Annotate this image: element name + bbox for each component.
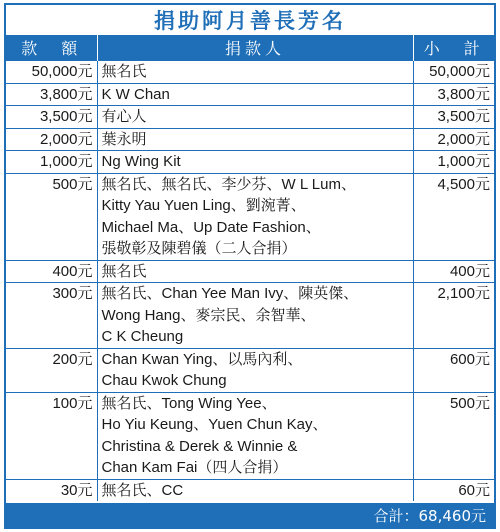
- donor-line: 無名氏、Chan Yee Man Ivy、陳英傑、: [101, 285, 359, 302]
- donor-line: 無名氏、無名氏、李少芬、W L Lum、: [101, 175, 356, 193]
- table-row: [6, 173, 494, 260]
- table-row: [6, 151, 494, 174]
- donor-line: Chan Kam Fai（四人合捐）: [101, 459, 288, 476]
- page-title: 捐助阿月善長芳名: [154, 9, 346, 33]
- donor-cell: [97, 260, 413, 283]
- donor-line: Ng Wing Kit: [101, 153, 181, 170]
- donor-cell: [97, 173, 413, 260]
- donor-cell: [97, 348, 413, 392]
- table-row: [6, 392, 494, 479]
- donor-cell: [97, 128, 413, 151]
- subtotal-cell: 2,000元: [413, 128, 494, 151]
- table-row: [6, 348, 494, 392]
- donor-line: 無名氏、CC: [101, 481, 184, 499]
- donor-line: Ho Yiu Keung、Yuen Chun Kay、: [101, 416, 328, 433]
- subtotal-cell: 600元: [413, 348, 494, 392]
- table-row: [6, 61, 494, 84]
- header-amount: 款 額: [6, 35, 97, 61]
- donor-line: Michael Ma、Up Date Fashion、: [101, 218, 321, 236]
- amount-cell: 400元: [6, 260, 97, 283]
- amount-cell: 3,500元: [6, 106, 97, 129]
- donor-cell: [97, 283, 413, 349]
- donor-line: Kitty Yau Yuen Ling、劉涴菁、: [101, 197, 306, 214]
- donor-line: 無名氏: [101, 63, 147, 80]
- amount-cell: 200元: [6, 348, 97, 392]
- donor-line: 無名氏: [101, 262, 147, 280]
- donor-cell: [97, 106, 413, 129]
- donor-line: Wong Hang、麥宗民、余智華、: [101, 306, 316, 324]
- header-subtotal: 小 計: [413, 35, 494, 61]
- table-row: [6, 128, 494, 151]
- table-row: [6, 260, 494, 283]
- amount-cell: 50,000元: [6, 61, 97, 84]
- header-donor: 捐款人: [97, 35, 413, 61]
- donor-line: 張敬彰及陳碧儀（二人合捐）: [101, 240, 297, 257]
- donor-line: C K Cheung: [101, 328, 184, 345]
- table-row: [6, 83, 494, 106]
- subtotal-cell: 2,100元: [413, 283, 494, 349]
- donor-line: K W Chan: [101, 85, 170, 103]
- donor-line: Chan Kwan Ying、以馬內利、: [101, 350, 303, 368]
- amount-cell: 1,000元: [6, 151, 97, 174]
- total-label: 合計：68,460元: [373, 506, 486, 525]
- amount-cell: 30元: [6, 479, 97, 501]
- donor-cell: [97, 83, 413, 106]
- donation-list: [4, 3, 496, 529]
- subtotal-cell: 400元: [413, 260, 494, 283]
- donor-line: Chau Kwok Chung: [101, 372, 227, 389]
- donor-line: Christina & Derek & Winnie &: [101, 437, 298, 455]
- subtotal-cell: 3,500元: [413, 106, 494, 129]
- table-header-row: [6, 35, 494, 61]
- amount-cell: 2,000元: [6, 128, 97, 151]
- table-row: [6, 106, 494, 129]
- donor-cell: [97, 479, 413, 501]
- subtotal-cell: 4,500元: [413, 173, 494, 260]
- donor-line: 無名氏、Tong Wing Yee、: [101, 394, 277, 412]
- donor-cell: [97, 392, 413, 479]
- subtotal-cell: 3,800元: [413, 83, 494, 106]
- amount-cell: 300元: [6, 283, 97, 349]
- donor-line: 有心人: [101, 108, 147, 125]
- total-bar: [6, 503, 494, 527]
- subtotal-cell: 1,000元: [413, 151, 494, 174]
- subtotal-cell: 60元: [413, 479, 494, 501]
- amount-cell: 100元: [6, 392, 97, 479]
- table-row: [6, 479, 494, 501]
- table-row: [6, 283, 494, 349]
- subtotal-cell: 500元: [413, 392, 494, 479]
- subtotal-cell: 50,000元: [413, 61, 494, 84]
- amount-cell: 500元: [6, 173, 97, 260]
- donation-table: [6, 35, 494, 501]
- amount-cell: 3,800元: [6, 83, 97, 106]
- donor-line: 葉永明: [101, 130, 147, 148]
- donor-cell: [97, 61, 413, 84]
- donor-cell: [97, 151, 413, 174]
